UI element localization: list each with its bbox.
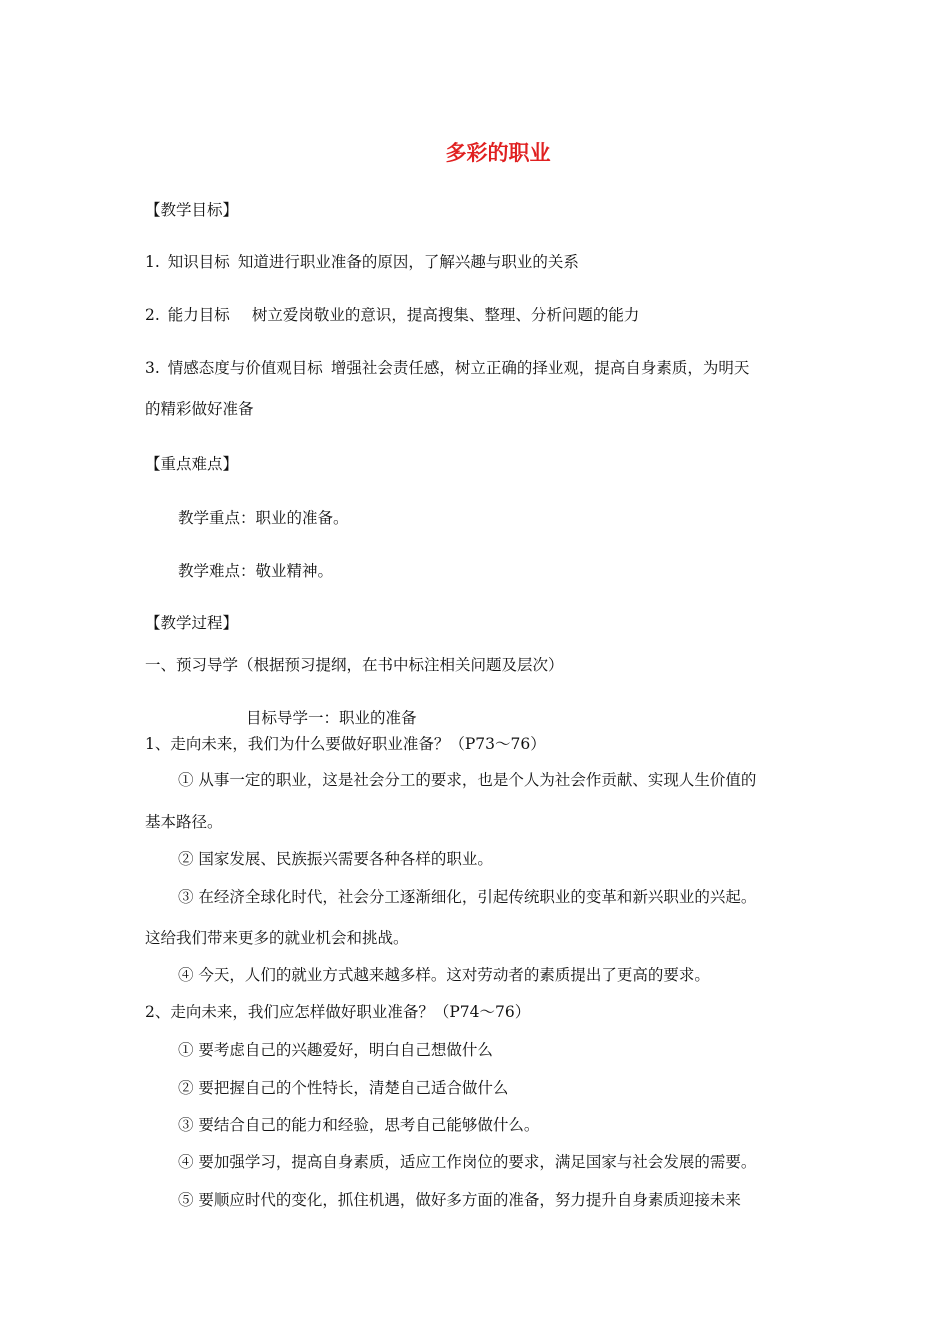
objective-label: 能力目标	[167, 306, 230, 324]
target-heading: 目标导学一：职业的准备	[246, 709, 417, 727]
objective-text: 树立爱岗敬业的意识，提高搜集、整理、分析问题的能力	[251, 306, 640, 324]
document-title: 多彩的职业	[445, 141, 551, 165]
question-1: 1、走向未来，我们为什么要做好职业准备？（P73～76）	[145, 735, 546, 753]
answer-item-continuation: 基本路径。	[145, 813, 223, 831]
objective-item-2	[145, 305, 639, 325]
objective-item-3-continuation: 的精彩做好准备	[145, 400, 254, 418]
teaching-focus: 教学重点：职业的准备。	[178, 509, 349, 527]
process-heading: 【教学过程】	[145, 614, 239, 632]
answer-item: ⑤ 要顺应时代的变化，抓住机遇，做好多方面的准备，努力提升自身素质迎接未来	[178, 1191, 741, 1209]
objective-text: 知道进行职业准备的原因，了解兴趣与职业的关系	[237, 253, 579, 271]
objective-number: 2.	[145, 306, 160, 324]
answer-item: ③ 要结合自己的能力和经验，思考自己能够做什么。	[178, 1116, 540, 1134]
question-2: 2、走向未来，我们应怎样做好职业准备？（P74～76）	[145, 1003, 531, 1021]
objective-label: 知识目标	[167, 253, 230, 271]
answer-item: ② 国家发展、民族振兴需要各种各样的职业。	[178, 850, 493, 868]
answer-item: ④ 今天，人们的就业方式越来越多样。这对劳动者的素质提出了更高的要求。	[178, 966, 710, 984]
answer-item: ③ 在经济全球化时代，社会分工逐渐细化，引起传统职业的变革和新兴职业的兴起。	[178, 888, 757, 906]
answer-item: ② 要把握自己的个性特长，清楚自己适合做什么	[178, 1079, 509, 1097]
answer-item-continuation: 这给我们带来更多的就业机会和挑战。	[145, 929, 409, 947]
section-1-heading: 一、预习导学（根据预习提纲，在书中标注相关问题及层次）	[145, 656, 564, 674]
objective-label: 情感态度与价值观目标	[167, 359, 323, 377]
teaching-difficulty: 教学难点：敬业精神。	[178, 562, 334, 580]
objective-item-1	[145, 252, 579, 272]
objective-item-3	[145, 358, 749, 378]
objective-number: 1.	[145, 253, 160, 271]
answer-item: ① 要考虑自己的兴趣爱好，明白自己想做什么	[178, 1041, 493, 1059]
answer-item: ① 从事一定的职业，这是社会分工的要求，也是个人为社会作贡献、实现人生价值的	[178, 771, 757, 789]
answer-item: ④ 要加强学习，提高自身素质，适应工作岗位的要求，满足国家与社会发展的需要。	[178, 1153, 757, 1171]
objectives-heading: 【教学目标】	[145, 201, 239, 219]
objective-number: 3.	[145, 359, 160, 377]
objective-text: 增强社会责任感，树立正确的择业观，提高自身素质，为明天	[330, 359, 750, 377]
key-points-heading: 【重点难点】	[145, 455, 239, 473]
